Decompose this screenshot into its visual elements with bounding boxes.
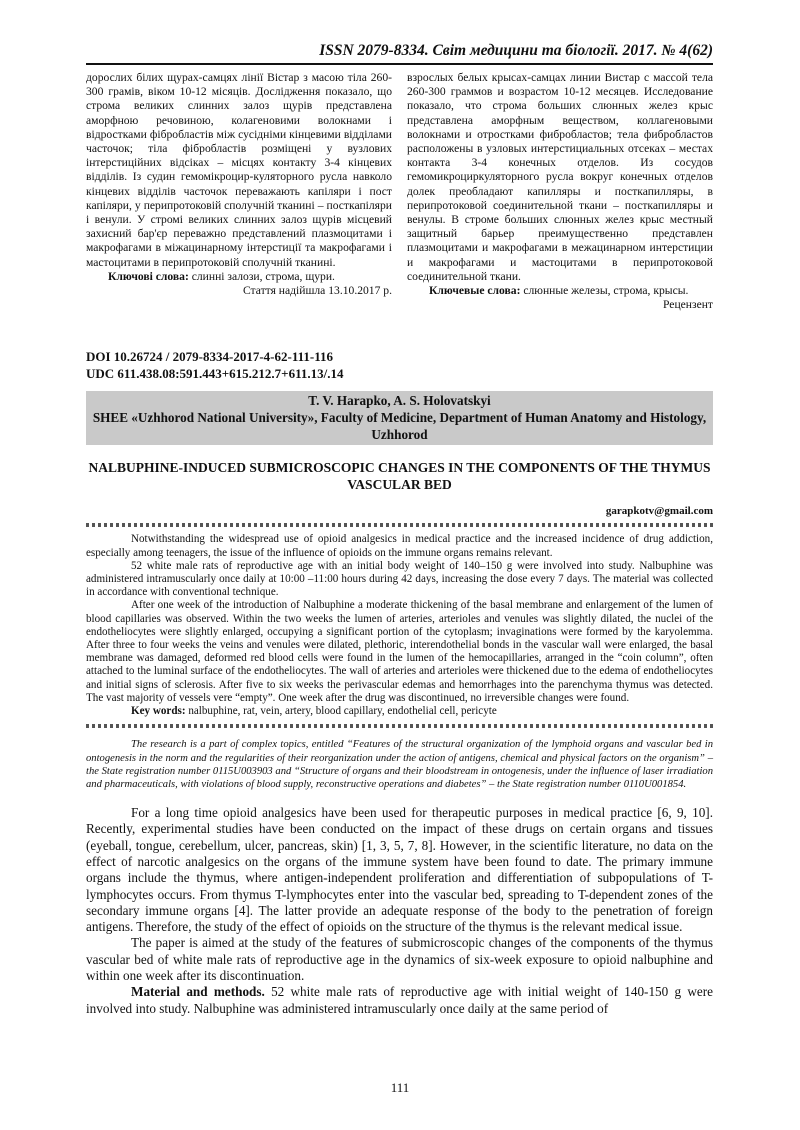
ukrainian-keywords xyxy=(86,270,392,284)
article-body xyxy=(86,805,713,1017)
received-date: Стаття надійшла 13.10.2017 р. xyxy=(242,284,392,298)
article-title: NALBUPHINE-INDUCED SUBMICROSCOPIC CHANGES IN THE COMPONENTS OF THE THYMUS VASCULAR BED xyxy=(88,460,711,493)
funding-note xyxy=(86,738,713,791)
english-keywords xyxy=(86,705,713,718)
keywords-text: слинні залози, строма, щури. xyxy=(188,269,335,283)
abstract-paragraph: 52 white male rats of reproductive age with an initial body weight of 140–150 g were involved into study. Nalbuphine was administered intramuscularly once daily at 10:00 –11:00 hours during 42 days, increasing the dose every 7 days. The material was collected in accordance with conventional technique. xyxy=(86,559,713,599)
russian-column xyxy=(407,71,713,312)
abstract-columns xyxy=(86,71,713,312)
page xyxy=(86,42,713,1017)
english-abstract xyxy=(86,533,713,718)
udc: UDC 611.438.08:591.443+615.212.7+611.13/.14 xyxy=(86,366,344,382)
authors: T. V. Harapko, A. S. Holovatskyi xyxy=(308,393,491,409)
ukrainian-abstract-text: дорослих білих щурах-самцях лінії Вістар з масою тіла 260-300 грамів, віком 10-12 місяців. Дослідження показало, що строма великих слинних залоз щурів представлена аморфною речовиною, колагеновими волокнами і відростками фібробластів між сусідніми кінцевими відділами часточок; тіла фібробластів розміщені у вузлових інтерстиційних відсіках – місцях контакту 3-4 кінцевих відділів. Із судин гемомікроцир-куляторного русла навколо кінцевих відділів часточок переважають капіляри і пост капіляри, у перипротоковій сполучній тканині – посткапіляри і венули. У стромі великих слинних залоз щурів місцевий захисний бар'єр переважно представлений плазмоцитами і макрофагами в міжацинарному інтерстиції та макрофагами і мастоцитами в перипротоковій сполучній тканині. xyxy=(86,71,392,269)
doi: DOI 10.26724 / 2079-8334-2017-4-62-111-116 xyxy=(86,349,333,365)
affiliation: SHEE «Uzhhorod National University», Faculty of Medicine, Department of Human Anatomy and Histology, Uzhhorod xyxy=(92,410,707,443)
body-paragraph xyxy=(86,984,713,1017)
body-paragraph: The paper is aimed at the study of the features of submicroscopic changes of the components of the thymus vascular bed of white male rats of reproductive age in the dynamics of six-week exposure to opioid nalbuphine and within one week after its discontinuation. xyxy=(86,935,713,984)
contact-email: garapkotv@gmail.com xyxy=(605,505,713,518)
russian-keywords xyxy=(407,284,713,298)
keywords-label: Ключевые слова: xyxy=(429,284,521,298)
body-paragraph: For a long time opioid analgesics have been used for therapeutic purposes in medical practice [6, 9, 10]. Recently, experimental studies have been conducted on the impact of these drugs on certain organs and tissues (eyeball, tongue, cerebellum, ulcer, pancreas, skin) [1, 3, 5, 7, 8]. However, in the scientific literature, no data on the effect of narcotic analgesics on the organs of the immune system have been found to date. The primary immune organs include the thymus, where antigen-independent proliferation and differentiation of subpopulations of T-lymphocytes occurs. From thymus T-lymphocytes enter into the vascular bed, spreading to T-dependent zones of the secondary immune organs [4]. The latter provide an adequate response of the body to the penetration of foreign antigens. Therefore, the study of the effect of opioids on the structure of the thymus is the relevant medical issue. xyxy=(86,805,713,935)
funding-note-text: The research is a part of complex topics, entitled “Features of the structural organization of the lymphoid organs and vascular bed in ontogenesis in the norm and the regularities of their reorganization under the action of antigens, chemical and physical factors on the organism” – the State registration number 0115U003903 and “Structure of organs and their bloodstream in ontogenesis, under the influence of laser irradiation and pharmaceuticals, with violations of blood supply, reconstructive operations and diabetes” – the State registration number 0110U001854. xyxy=(86,739,713,790)
abstract-paragraph: After one week of the introduction of Nalbuphine a moderate thickening of the basal membrane and enlargement of the lumen of blood capillaries was observed. Within the two weeks the lumen of arteries, arterioles and venules was slightly dilated, the nuclei of the endotheliocytes were slightly enlarged, occupying a significant portion of the cytoplasm; invaginations were formed by the karyolemma. After three to four weeks the veins and venules were dilated, plethoric, interendothelial bonds in the vascular wall were enlarged, the basal membrane was damaged, deformed red blood cells were found in the lumen of the hemocapillaries, arranged in the “coin column”, often attached to the luminal surface of the endotheliocytes. The wall of arteries and arterioles were thickened due to the edema of endotheliocytes and initial signs of sclerosis. After five to six weeks the perivascular edemas and hemorrhages into the parenchyma thymus was detected. The vast majority of vessels vere “empty”. One week after the drug was discontinued, no irreversible changes were found. xyxy=(86,599,713,704)
divider xyxy=(86,724,713,728)
journal-header: ISSN 2079-8334. Світ медицини та біології. 2017. № 4(62) xyxy=(86,42,713,65)
ukrainian-column xyxy=(86,71,392,312)
abstract-paragraph: Notwithstanding the widespread use of opioid analgesics in medical practice and the increased incidence of drug addiction, especially among teenagers, the issue of the influence of opioids on the immune organs remains relevant. xyxy=(86,533,713,559)
page-number: 111 xyxy=(390,1080,410,1095)
author-block xyxy=(86,391,713,445)
section-text: 52 white male rats of reproductive age with initial weight of 140-150 g were involved into study. Nalbuphine was administered intramuscularly once daily at the same period of xyxy=(86,984,713,1016)
keywords-text: слюнные железы, строма, крысы. xyxy=(520,284,689,298)
section-heading: Material and methods. xyxy=(131,984,265,1000)
russian-abstract-text: взрослых белых крысах-самцах линии Вистар с массой тела 260-300 граммов и возрастом 10-12 месяцев. Исследование показало, что строма больших слюнных желез крыс представлена аморфным веществом, коллагеновыми волокнами и отростками фибробластов; тела фибробластов расположены в узловых интерстициальных отсеках – местах контакта 3-4 конечных отделов. Из сосудов гемомикроциркуляторного русла вокруг конечных отделов долек преобладают капилляры и посткапилляры, в перипротоковой соединительной ткани – посткапилляры и венулы. В строме больших слюнных желез крыс местный защитный барьер преимущественно представлен плазмоцитами и макрофагами в межацинарном интерстиции и макрофагами и мастоцитами в перипротоковой соединительной ткани. xyxy=(407,71,713,283)
keywords-text: nalbuphine, rat, vein, artery, blood capillary, endothelial cell, pericyte xyxy=(185,705,497,718)
keywords-label: Ключові слова: xyxy=(108,269,189,283)
identifiers xyxy=(86,348,713,382)
keywords-label: Key words: xyxy=(131,705,186,718)
reviewer: Рецензент xyxy=(663,298,713,312)
divider xyxy=(86,523,713,527)
